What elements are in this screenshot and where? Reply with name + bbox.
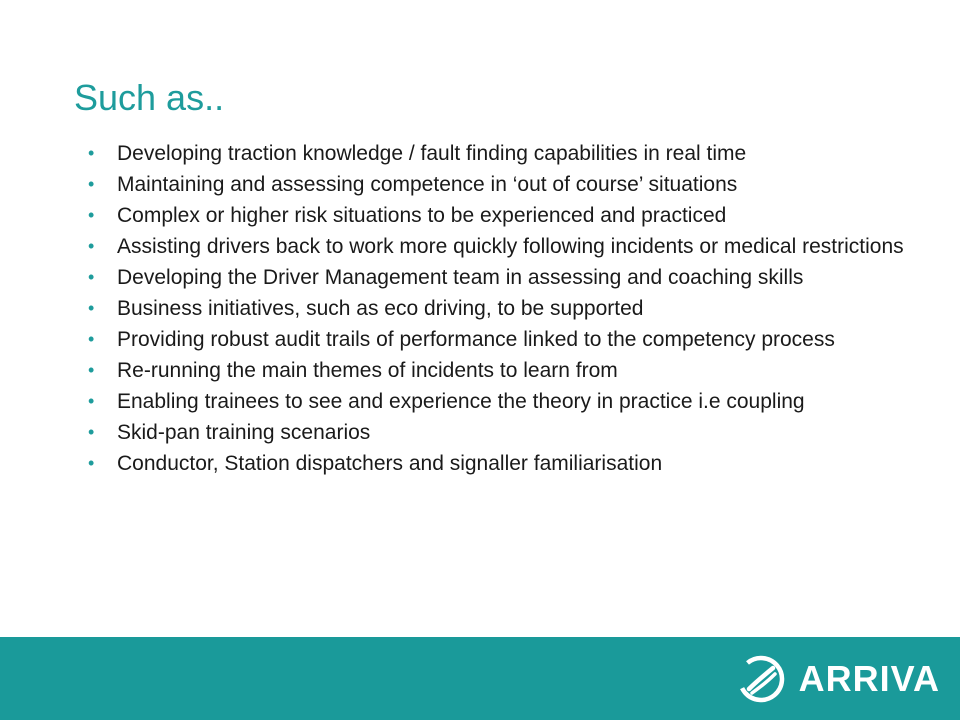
bullet-text: Conductor, Station dispatchers and signaller familiarisation <box>117 452 663 475</box>
bullet-marker: • <box>88 453 95 473</box>
bullet-text: Providing robust audit trails of performance linked to the competency process <box>117 328 835 351</box>
bullet-text: Skid-pan training scenarios <box>117 421 371 444</box>
bullet-item <box>88 204 938 227</box>
bullet-marker: • <box>88 143 95 163</box>
bullet-marker: • <box>88 391 95 411</box>
bullet-text: Maintaining and assessing competence in ‘out of course’ situations <box>117 173 738 196</box>
bullet-text: Developing the Driver Management team in assessing and coaching skills <box>117 266 804 289</box>
bullet-item <box>88 359 938 382</box>
bullet-item <box>88 421 938 444</box>
bullet-text: Enabling trainees to see and experience the theory in practice i.e coupling <box>117 390 805 413</box>
bullet-text: Re-running the main themes of incidents to learn from <box>117 359 618 382</box>
arriva-swirl-icon <box>735 653 787 705</box>
bullet-text: Assisting drivers back to work more quickly following incidents or medical restrictions <box>117 235 904 258</box>
arriva-logo-text: ARRIVA <box>798 658 940 699</box>
bullet-marker: • <box>88 236 95 256</box>
bullet-marker: • <box>88 298 95 318</box>
bullet-marker: • <box>88 174 95 194</box>
bullet-text: Complex or higher risk situations to be experienced and practiced <box>117 204 727 227</box>
arriva-logo <box>735 653 940 705</box>
bullet-marker: • <box>88 329 95 349</box>
bullet-marker: • <box>88 422 95 442</box>
bullet-marker: • <box>88 205 95 225</box>
bullet-text: Developing traction knowledge / fault finding capabilities in real time <box>117 142 747 165</box>
bullet-list <box>88 142 938 483</box>
bullet-item <box>88 297 938 320</box>
bullet-item <box>88 328 938 351</box>
footer-bar <box>0 637 960 720</box>
bullet-item <box>88 142 938 165</box>
bullet-marker: • <box>88 360 95 380</box>
slide-title: Such as.. <box>74 77 225 118</box>
bullet-item <box>88 266 938 289</box>
bullet-item <box>88 173 938 196</box>
bullet-item <box>88 235 938 258</box>
bullet-marker: • <box>88 267 95 287</box>
bullet-item <box>88 452 938 475</box>
bullet-text: Business initiatives, such as eco driving, to be supported <box>117 297 644 320</box>
bullet-item <box>88 390 938 413</box>
